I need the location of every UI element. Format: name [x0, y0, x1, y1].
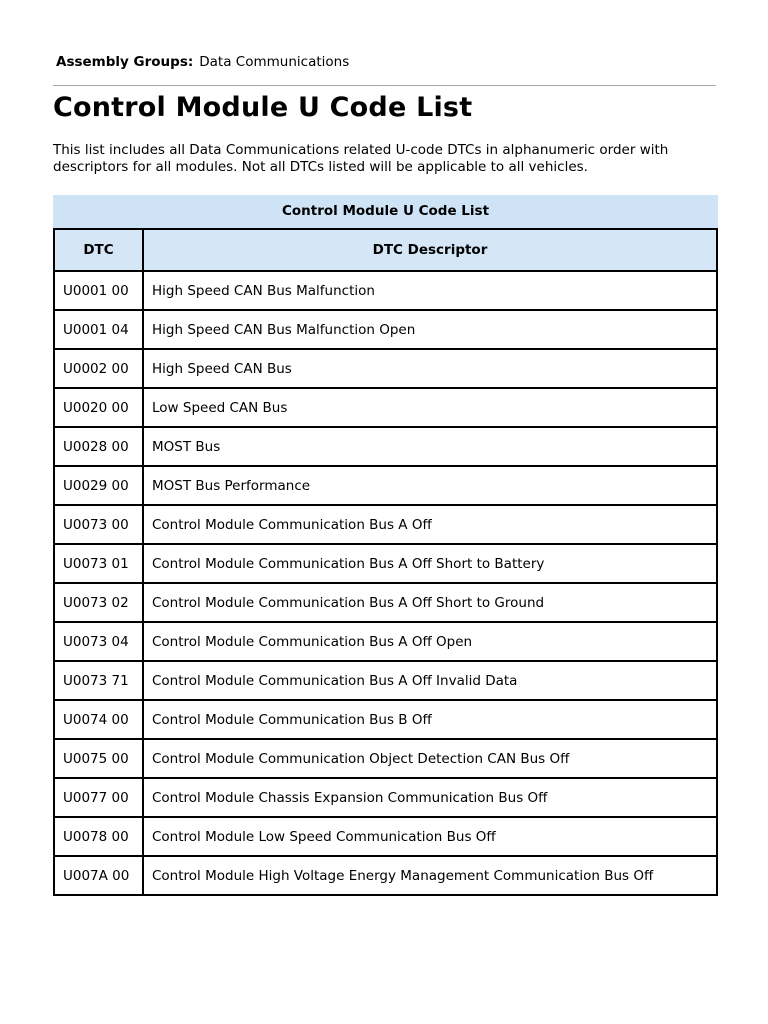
- dtc-descriptor-cell: High Speed CAN Bus Malfunction Open: [143, 310, 717, 349]
- assembly-groups-label: Assembly Groups:: [56, 54, 194, 70]
- dtc-code-cell: U0073 04: [54, 622, 143, 661]
- dtc-descriptor-cell: High Speed CAN Bus Malfunction: [143, 271, 717, 310]
- table-row: [54, 817, 717, 856]
- column-header-dtc: DTC: [54, 229, 143, 271]
- assembly-groups-value: Data Communications: [199, 54, 350, 70]
- dtc-descriptor-cell: Control Module Communication Bus B Off: [143, 700, 717, 739]
- table-row: [54, 310, 717, 349]
- table-caption: Control Module U Code List: [53, 195, 718, 228]
- table-row: [54, 778, 717, 817]
- dtc-code-cell: U0077 00: [54, 778, 143, 817]
- intro-paragraph: This list includes all Data Communications related U-code DTCs in alphanumeric order with descriptors for all modules. Not all DTCs listed will be applicable to all vehicles.: [53, 142, 669, 175]
- table-row: [54, 856, 717, 895]
- dtc-descriptor-cell: Control Module Low Speed Communication Bus Off: [143, 817, 717, 856]
- table-body: [54, 271, 717, 895]
- dtc-descriptor-cell: High Speed CAN Bus: [143, 349, 717, 388]
- header-divider: [53, 85, 716, 86]
- table-row: [54, 466, 717, 505]
- dtc-descriptor-cell: Control Module Communication Bus A Off Invalid Data: [143, 661, 717, 700]
- table-row: [54, 349, 717, 388]
- table-header-row: [54, 229, 717, 271]
- dtc-code-cell: U0001 00: [54, 271, 143, 310]
- dtc-code-cell: U007A 00: [54, 856, 143, 895]
- table-row: [54, 271, 717, 310]
- dtc-code-cell: U0073 02: [54, 583, 143, 622]
- assembly-groups: [56, 54, 349, 70]
- dtc-code-cell: U0029 00: [54, 466, 143, 505]
- table-row: [54, 622, 717, 661]
- table-row: [54, 505, 717, 544]
- table-row: [54, 427, 717, 466]
- dtc-descriptor-cell: Control Module High Voltage Energy Management Communication Bus Off: [143, 856, 717, 895]
- dtc-descriptor-cell: Control Module Communication Bus A Off Open: [143, 622, 717, 661]
- table-row: [54, 583, 717, 622]
- table-row: [54, 388, 717, 427]
- dtc-code-cell: U0002 00: [54, 349, 143, 388]
- dtc-code-cell: U0074 00: [54, 700, 143, 739]
- dtc-code-cell: U0020 00: [54, 388, 143, 427]
- dtc-descriptor-cell: MOST Bus: [143, 427, 717, 466]
- dtc-descriptor-cell: MOST Bus Performance: [143, 466, 717, 505]
- dtc-descriptor-cell: Control Module Communication Bus A Off Short to Battery: [143, 544, 717, 583]
- table-row: [54, 700, 717, 739]
- dtc-descriptor-cell: Low Speed CAN Bus: [143, 388, 717, 427]
- dtc-descriptor-cell: Control Module Communication Object Detection CAN Bus Off: [143, 739, 717, 778]
- page-title: Control Module U Code List: [53, 92, 473, 123]
- table-row: [54, 739, 717, 778]
- dtc-code-cell: U0078 00: [54, 817, 143, 856]
- dtc-code-cell: U0075 00: [54, 739, 143, 778]
- dtc-table: [53, 195, 718, 896]
- dtc-code-cell: U0028 00: [54, 427, 143, 466]
- table-row: [54, 661, 717, 700]
- dtc-descriptor-cell: Control Module Communication Bus A Off: [143, 505, 717, 544]
- column-header-descriptor: DTC Descriptor: [143, 229, 717, 271]
- dtc-code-cell: U0001 04: [54, 310, 143, 349]
- dtc-code-cell: U0073 71: [54, 661, 143, 700]
- dtc-code-cell: U0073 00: [54, 505, 143, 544]
- dtc-code-cell: U0073 01: [54, 544, 143, 583]
- table-row: [54, 544, 717, 583]
- dtc-descriptor-cell: Control Module Chassis Expansion Communication Bus Off: [143, 778, 717, 817]
- dtc-descriptor-cell: Control Module Communication Bus A Off Short to Ground: [143, 583, 717, 622]
